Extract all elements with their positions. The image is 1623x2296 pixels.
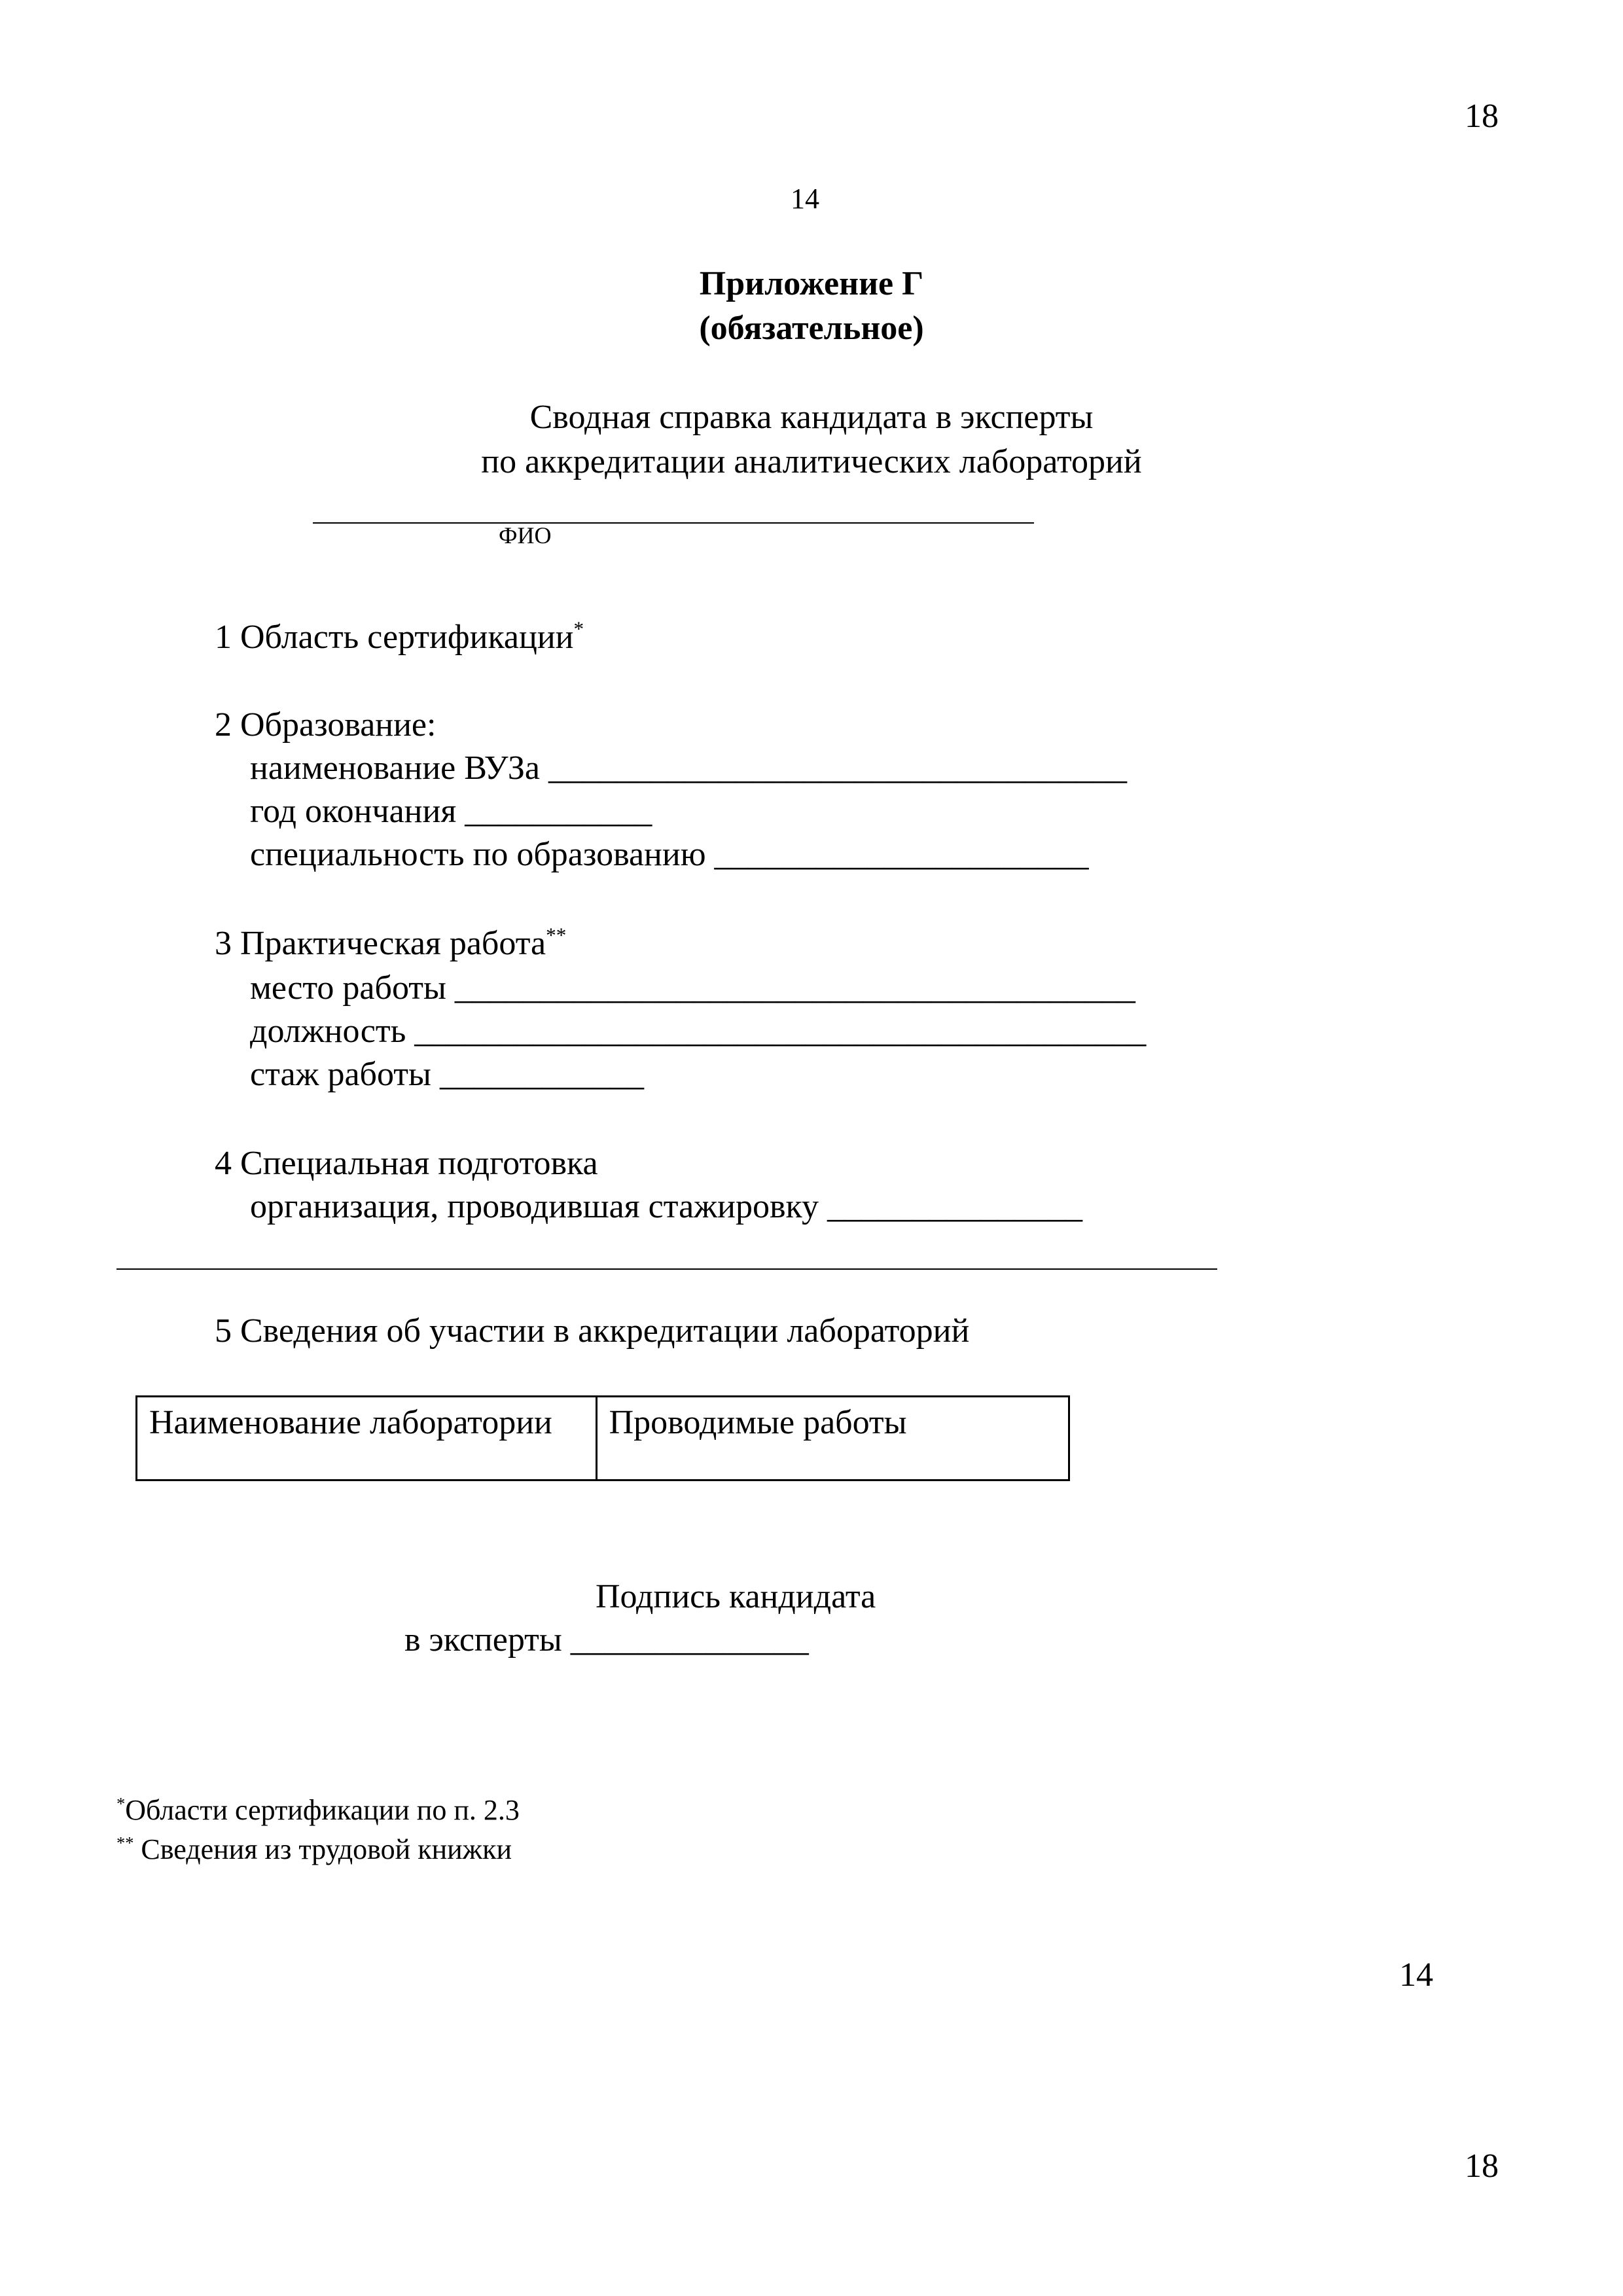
footnote-ref-1: * (573, 617, 584, 641)
experience-field: стаж работы ____________ (250, 1056, 644, 1093)
position-field: должность ___________________________________________ (250, 1013, 1147, 1050)
table-header-cell: Наименование лаборатории (137, 1397, 597, 1480)
table-header-row (137, 1397, 1069, 1480)
laboratories-table (135, 1395, 1070, 1481)
section-4-title: 4 Специальная подготовка (215, 1145, 598, 1182)
separator-line (116, 1268, 1217, 1270)
section-3-title: 3 Практическая работа** (215, 924, 567, 962)
section-5-title: 5 Сведения об участии в аккредитации лабораторий (215, 1312, 970, 1350)
page-number-top-right: 18 (1465, 98, 1499, 135)
fio-label: ФИО (499, 522, 552, 548)
signature-line1: Подпись кандидата (596, 1578, 876, 1615)
footnote-1: *Области сертификации по п. 2.3 (116, 1793, 520, 1826)
document-title-line2: по аккредитации аналитических лабораторий (481, 443, 1142, 480)
section-2-title: 2 Образование: (215, 706, 437, 744)
page-number-top-center: 14 (791, 183, 819, 215)
appendix-title: Приложение Г (699, 265, 924, 302)
fio-line (313, 522, 1034, 524)
section-1-title: 1 Область сертификации* (215, 617, 584, 656)
appendix-subtitle: (обязательное) (699, 310, 924, 347)
footnote-ref-2: ** (546, 924, 567, 947)
page-number-bottom-right: 18 (1465, 2147, 1499, 2185)
organization-field: организация, проводившая стажировку _______________ (250, 1188, 1083, 1225)
specialty-field: специальность по образованию ______________________ (250, 836, 1089, 873)
workplace-field: место работы ________________________________________ (250, 969, 1135, 1007)
graduation-year-field: год окончания ___________ (250, 793, 652, 830)
university-field: наименование ВУЗа __________________________________ (250, 749, 1127, 787)
signature-line2: в эксперты ______________ (404, 1621, 809, 1659)
footnote-2: ** Сведения из трудовой книжки (116, 1833, 512, 1865)
table-header-cell: Проводимые работы (596, 1397, 1069, 1480)
page-number-lower-right: 14 (1399, 1956, 1433, 1994)
document-title-line1: Сводная справка кандидата в эксперты (529, 399, 1094, 436)
